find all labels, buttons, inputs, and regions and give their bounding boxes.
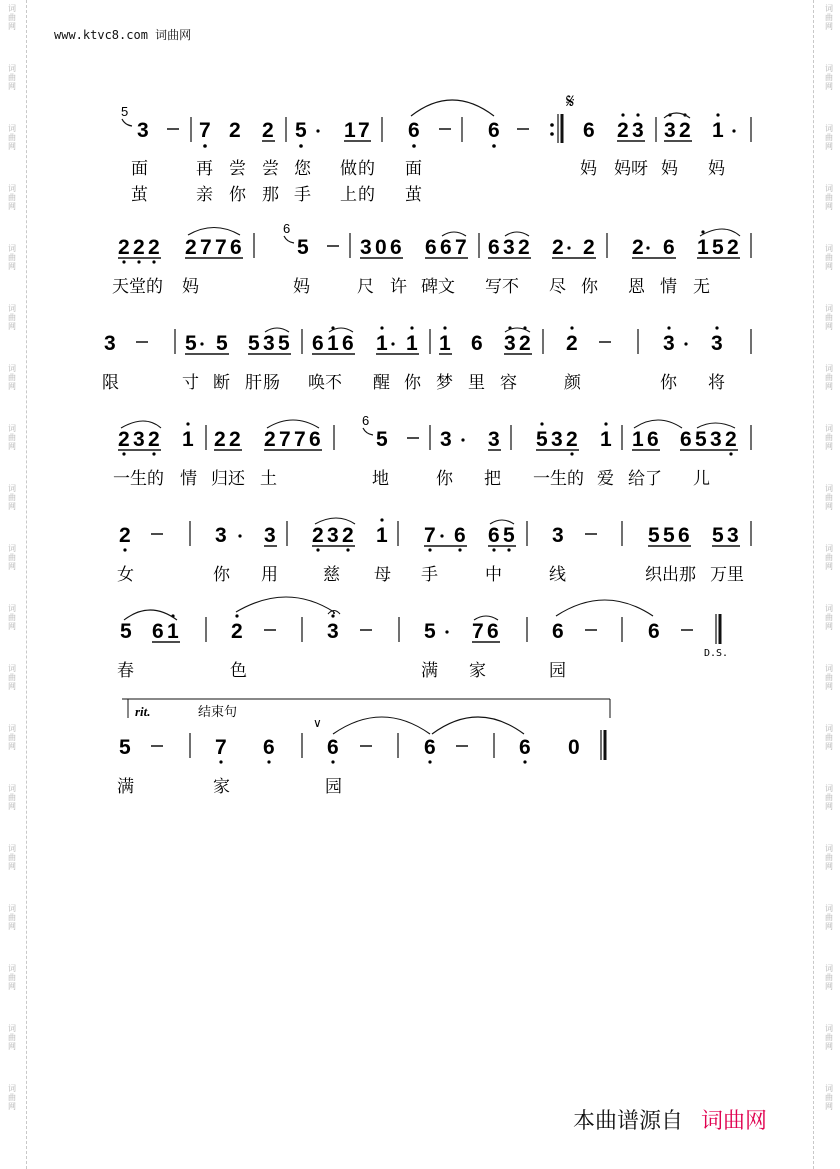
svg-text:3: 3 bbox=[551, 428, 563, 451]
svg-text:3: 3 bbox=[327, 620, 339, 643]
svg-text:7: 7 bbox=[215, 236, 227, 259]
svg-text:2: 2 bbox=[214, 428, 226, 451]
svg-text:文: 文 bbox=[438, 277, 455, 297]
svg-text:6: 6 bbox=[390, 236, 402, 259]
svg-text:6: 6 bbox=[312, 332, 324, 355]
svg-text:园: 园 bbox=[325, 777, 342, 797]
svg-text:6: 6 bbox=[230, 236, 242, 259]
svg-text:3: 3 bbox=[264, 524, 276, 547]
svg-text:一: 一 bbox=[113, 469, 130, 489]
svg-text:了: 了 bbox=[645, 469, 662, 489]
svg-text:你: 你 bbox=[404, 373, 421, 393]
svg-text:7: 7 bbox=[472, 620, 484, 643]
svg-text:土: 土 bbox=[260, 469, 277, 489]
svg-text:3: 3 bbox=[327, 524, 339, 547]
watermark-text: 词 曲 网 bbox=[8, 184, 16, 211]
svg-text:5: 5 bbox=[119, 736, 131, 759]
svg-text:6: 6 bbox=[408, 119, 420, 142]
svg-text:你: 你 bbox=[581, 277, 598, 297]
svg-text:做: 做 bbox=[340, 159, 357, 179]
svg-text:6: 6 bbox=[648, 620, 660, 643]
svg-text:5: 5 bbox=[297, 236, 309, 259]
source-credit bbox=[573, 1104, 767, 1135]
watermark-text: 词 曲 网 bbox=[825, 1084, 833, 1111]
svg-text:7: 7 bbox=[200, 236, 212, 259]
svg-text:3: 3 bbox=[664, 119, 676, 142]
svg-text:5: 5 bbox=[216, 332, 228, 355]
svg-text:5: 5 bbox=[503, 524, 515, 547]
svg-text:5: 5 bbox=[712, 236, 724, 259]
system-1 bbox=[121, 89, 751, 205]
svg-text:3: 3 bbox=[137, 119, 149, 142]
watermark-text: 词 曲 网 bbox=[825, 904, 833, 931]
svg-text:6: 6 bbox=[283, 221, 291, 236]
svg-text:2: 2 bbox=[229, 428, 241, 451]
watermark-text: 词 曲 网 bbox=[8, 4, 16, 31]
svg-text:地: 地 bbox=[372, 469, 389, 489]
watermark-text: 词 曲 网 bbox=[8, 544, 16, 571]
watermark-text: 词 曲 网 bbox=[825, 544, 833, 571]
ending-label: 结束句 bbox=[198, 705, 238, 720]
svg-text:6: 6 bbox=[327, 736, 339, 759]
svg-text:3: 3 bbox=[104, 332, 116, 355]
svg-text:给: 给 bbox=[628, 469, 645, 489]
svg-text:6: 6 bbox=[454, 524, 466, 547]
svg-text:家: 家 bbox=[213, 777, 230, 797]
svg-text:6: 6 bbox=[342, 332, 354, 355]
svg-text:1: 1 bbox=[182, 428, 194, 451]
watermark-text: 词 曲 网 bbox=[825, 1024, 833, 1051]
svg-text:满: 满 bbox=[421, 661, 438, 681]
svg-text:织: 织 bbox=[645, 565, 662, 585]
watermark-text: 词 曲 网 bbox=[8, 844, 16, 871]
svg-text:6: 6 bbox=[362, 413, 370, 428]
svg-text:1: 1 bbox=[376, 332, 388, 355]
watermark-text: 词 曲 网 bbox=[825, 124, 833, 151]
svg-text:妈: 妈 bbox=[580, 159, 597, 179]
svg-text:3: 3 bbox=[263, 332, 275, 355]
svg-text:5: 5 bbox=[663, 524, 675, 547]
svg-text:无: 无 bbox=[693, 277, 710, 297]
svg-text:2: 2 bbox=[119, 524, 131, 547]
svg-text:情: 情 bbox=[180, 469, 197, 489]
svg-text:5: 5 bbox=[185, 332, 197, 355]
svg-text:那: 那 bbox=[679, 565, 696, 585]
svg-text:3: 3 bbox=[552, 524, 564, 547]
svg-text:5: 5 bbox=[278, 332, 290, 355]
watermark-text: 词 曲 网 bbox=[825, 304, 833, 331]
svg-text:一: 一 bbox=[533, 469, 550, 489]
svg-text:5: 5 bbox=[648, 524, 660, 547]
svg-text:3: 3 bbox=[504, 332, 516, 355]
svg-text:1: 1 bbox=[632, 428, 644, 451]
svg-text:唤: 唤 bbox=[308, 373, 325, 393]
svg-text:2: 2 bbox=[583, 236, 595, 259]
watermark-text: 词 曲 网 bbox=[825, 364, 833, 391]
svg-text:生: 生 bbox=[550, 469, 567, 489]
svg-text:3: 3 bbox=[711, 332, 723, 355]
svg-text:6: 6 bbox=[263, 736, 275, 759]
watermark-text: 词 曲 网 bbox=[8, 904, 16, 931]
svg-text:醒: 醒 bbox=[373, 373, 390, 393]
svg-text:肠: 肠 bbox=[263, 373, 280, 393]
svg-text:6: 6 bbox=[471, 332, 483, 355]
svg-text:5: 5 bbox=[695, 428, 707, 451]
watermark-text: 词 曲 网 bbox=[825, 424, 833, 451]
svg-text:6: 6 bbox=[647, 428, 659, 451]
lyric-s1-1: 面 bbox=[131, 159, 148, 179]
svg-text:2: 2 bbox=[118, 236, 130, 259]
svg-text:亲: 亲 bbox=[196, 185, 213, 205]
svg-text:3: 3 bbox=[632, 119, 644, 142]
watermark-text: 词 曲 网 bbox=[8, 244, 16, 271]
svg-text:0: 0 bbox=[568, 736, 580, 759]
svg-text:6: 6 bbox=[309, 428, 321, 451]
svg-text:中: 中 bbox=[485, 565, 502, 585]
svg-text:尽: 尽 bbox=[549, 277, 566, 297]
svg-text:2: 2 bbox=[617, 119, 629, 142]
watermark-text: 词 曲 网 bbox=[8, 664, 16, 691]
watermark-text: 词 曲 网 bbox=[825, 604, 833, 631]
svg-text:里: 里 bbox=[468, 373, 485, 393]
svg-text:2: 2 bbox=[231, 620, 243, 643]
svg-text:1: 1 bbox=[439, 332, 451, 355]
svg-text:限: 限 bbox=[102, 373, 119, 393]
svg-text:呀: 呀 bbox=[631, 159, 648, 179]
svg-text:2: 2 bbox=[264, 428, 276, 451]
svg-text:2: 2 bbox=[566, 332, 578, 355]
svg-text:2: 2 bbox=[566, 428, 578, 451]
watermark-text: 词 曲 网 bbox=[825, 724, 833, 751]
svg-text:恩: 恩 bbox=[628, 277, 645, 297]
watermark-text: 词 曲 网 bbox=[8, 304, 16, 331]
svg-text:面: 面 bbox=[405, 159, 422, 179]
svg-text:2: 2 bbox=[552, 236, 564, 259]
svg-text:万: 万 bbox=[710, 565, 727, 585]
svg-text:颜: 颜 bbox=[564, 373, 581, 393]
watermark-text: 词 曲 网 bbox=[825, 4, 833, 31]
svg-text:2: 2 bbox=[632, 236, 644, 259]
svg-text:6: 6 bbox=[519, 736, 531, 759]
watermark-text: 词 曲 网 bbox=[825, 784, 833, 811]
svg-text:6: 6 bbox=[552, 620, 564, 643]
system-6 bbox=[117, 597, 728, 681]
svg-text:3: 3 bbox=[503, 236, 515, 259]
svg-text:3: 3 bbox=[710, 428, 722, 451]
svg-text:5: 5 bbox=[120, 620, 132, 643]
svg-text:妈: 妈 bbox=[182, 277, 199, 297]
svg-text:2: 2 bbox=[148, 236, 160, 259]
svg-text:3: 3 bbox=[215, 524, 227, 547]
svg-text:用: 用 bbox=[261, 565, 278, 585]
lyric-s1-2: 茧 bbox=[131, 185, 148, 205]
svg-text:5: 5 bbox=[295, 119, 307, 142]
svg-text:归: 归 bbox=[211, 469, 228, 489]
svg-text:线: 线 bbox=[549, 565, 566, 585]
svg-text:5: 5 bbox=[536, 428, 548, 451]
svg-text:断: 断 bbox=[213, 373, 230, 393]
svg-text:把: 把 bbox=[484, 469, 501, 489]
svg-text:妈: 妈 bbox=[293, 277, 310, 297]
svg-text:出: 出 bbox=[662, 565, 679, 585]
svg-text:3: 3 bbox=[663, 332, 675, 355]
svg-text:2: 2 bbox=[342, 524, 354, 547]
watermark-text: 词 曲 网 bbox=[825, 844, 833, 871]
svg-text:5: 5 bbox=[424, 620, 436, 643]
svg-text:您: 您 bbox=[294, 159, 311, 179]
svg-text:尝: 尝 bbox=[262, 159, 279, 179]
system-7 bbox=[117, 699, 610, 797]
svg-text:5: 5 bbox=[376, 428, 388, 451]
svg-text:6: 6 bbox=[583, 119, 595, 142]
svg-text:生: 生 bbox=[130, 469, 147, 489]
svg-text:再: 再 bbox=[196, 159, 213, 179]
system-3 bbox=[102, 326, 751, 393]
svg-text:妈: 妈 bbox=[708, 159, 725, 179]
svg-text:手: 手 bbox=[294, 185, 311, 205]
source-name[interactable]: 词曲网 bbox=[701, 1109, 768, 1134]
svg-text:7: 7 bbox=[424, 524, 436, 547]
ds-marking: D.S. bbox=[704, 648, 729, 659]
svg-text:1: 1 bbox=[167, 620, 179, 643]
svg-text:5: 5 bbox=[248, 332, 260, 355]
watermark-text: 词 曲 网 bbox=[825, 964, 833, 991]
svg-text:2: 2 bbox=[725, 428, 737, 451]
svg-text:6: 6 bbox=[152, 620, 164, 643]
watermark-text: 词 曲 网 bbox=[8, 724, 16, 751]
svg-text:你: 你 bbox=[229, 185, 246, 205]
segno-sign: 𝄋 bbox=[566, 89, 575, 113]
svg-text:2: 2 bbox=[312, 524, 324, 547]
svg-text:2: 2 bbox=[518, 236, 530, 259]
svg-text:6: 6 bbox=[680, 428, 692, 451]
source-label: 本曲谱源自 bbox=[573, 1109, 684, 1134]
svg-text:满: 满 bbox=[117, 777, 134, 797]
svg-text:肝: 肝 bbox=[245, 373, 262, 393]
svg-text:5: 5 bbox=[712, 524, 724, 547]
svg-text:的: 的 bbox=[146, 277, 163, 297]
svg-text:你: 你 bbox=[436, 469, 453, 489]
svg-text:6: 6 bbox=[488, 236, 500, 259]
svg-text:妈: 妈 bbox=[661, 159, 678, 179]
svg-text:7: 7 bbox=[215, 736, 227, 759]
watermark-text: 词 曲 网 bbox=[8, 64, 16, 91]
rit-marking: rit. bbox=[135, 704, 151, 719]
svg-text:你: 你 bbox=[660, 373, 677, 393]
svg-text:家: 家 bbox=[469, 661, 486, 681]
svg-text:2: 2 bbox=[727, 236, 739, 259]
svg-text:2: 2 bbox=[133, 236, 145, 259]
svg-text:7: 7 bbox=[199, 119, 211, 142]
svg-text:0: 0 bbox=[375, 236, 387, 259]
svg-text:将: 将 bbox=[708, 373, 725, 393]
svg-text:里: 里 bbox=[727, 565, 744, 585]
watermark-text: 词 曲 网 bbox=[8, 364, 16, 391]
svg-text:2: 2 bbox=[519, 332, 531, 355]
svg-text:∨: ∨ bbox=[313, 716, 322, 730]
svg-text:3: 3 bbox=[133, 428, 145, 451]
svg-text:3: 3 bbox=[360, 236, 372, 259]
svg-text:2: 2 bbox=[229, 119, 241, 142]
svg-text:茧: 茧 bbox=[405, 185, 422, 205]
svg-text:女: 女 bbox=[117, 565, 134, 585]
watermark-text: 词 曲 网 bbox=[8, 1084, 16, 1111]
system-5 bbox=[117, 518, 751, 585]
watermark-text: 词 曲 网 bbox=[825, 244, 833, 271]
svg-text:6: 6 bbox=[440, 236, 452, 259]
svg-text:的: 的 bbox=[358, 159, 375, 179]
system-4 bbox=[113, 413, 751, 489]
svg-text:慈: 慈 bbox=[323, 565, 340, 585]
svg-text:尺: 尺 bbox=[357, 277, 374, 297]
watermark-text: 词 曲 网 bbox=[8, 484, 16, 511]
svg-text:6: 6 bbox=[488, 524, 500, 547]
svg-text:还: 还 bbox=[228, 469, 245, 489]
svg-text:7: 7 bbox=[294, 428, 306, 451]
svg-text:手: 手 bbox=[421, 565, 438, 585]
svg-text:儿: 儿 bbox=[693, 469, 710, 489]
svg-text:6: 6 bbox=[678, 524, 690, 547]
svg-text:2: 2 bbox=[118, 428, 130, 451]
watermark-text: 词 曲 网 bbox=[8, 784, 16, 811]
svg-text:1: 1 bbox=[697, 236, 709, 259]
svg-text:妈: 妈 bbox=[614, 159, 631, 179]
svg-text:1: 1 bbox=[344, 119, 356, 142]
svg-text:堂: 堂 bbox=[129, 277, 146, 297]
svg-text:园: 园 bbox=[549, 661, 566, 681]
watermark-text: 词 曲 网 bbox=[8, 424, 16, 451]
svg-text:6: 6 bbox=[424, 736, 436, 759]
svg-text:6: 6 bbox=[425, 236, 437, 259]
watermark-text: 词 曲 网 bbox=[8, 964, 16, 991]
svg-text:尝: 尝 bbox=[229, 159, 246, 179]
svg-text:1: 1 bbox=[406, 332, 418, 355]
watermark-text: 词 曲 网 bbox=[8, 604, 16, 631]
system-2 bbox=[112, 221, 751, 297]
svg-text:碑: 碑 bbox=[421, 277, 438, 297]
svg-text:梦: 梦 bbox=[436, 373, 453, 393]
svg-text:2: 2 bbox=[262, 119, 274, 142]
svg-text:色: 色 bbox=[230, 661, 247, 681]
svg-text:的: 的 bbox=[358, 185, 375, 205]
svg-text:天: 天 bbox=[112, 277, 129, 297]
svg-text:不: 不 bbox=[502, 277, 519, 297]
svg-text:写: 写 bbox=[485, 277, 502, 297]
svg-text:上: 上 bbox=[340, 185, 357, 205]
watermark-text: 词 曲 网 bbox=[825, 64, 833, 91]
svg-text:1: 1 bbox=[712, 119, 724, 142]
svg-text:1: 1 bbox=[327, 332, 339, 355]
site-url[interactable]: www.ktvc8.com bbox=[54, 28, 148, 42]
svg-text:许: 许 bbox=[390, 277, 407, 297]
svg-text:那: 那 bbox=[262, 185, 279, 205]
site-name[interactable]: 词曲网 bbox=[155, 28, 192, 42]
svg-text:3: 3 bbox=[488, 428, 500, 451]
svg-text:容: 容 bbox=[500, 373, 517, 393]
svg-text:6: 6 bbox=[487, 620, 499, 643]
svg-text:的: 的 bbox=[567, 469, 584, 489]
svg-text:2: 2 bbox=[679, 119, 691, 142]
svg-text:春: 春 bbox=[117, 661, 134, 681]
svg-text:你: 你 bbox=[213, 565, 230, 585]
watermark-text: 词 曲 网 bbox=[8, 1024, 16, 1051]
svg-text:寸: 寸 bbox=[182, 373, 199, 393]
svg-text:3: 3 bbox=[440, 428, 452, 451]
svg-text:7: 7 bbox=[358, 119, 370, 142]
svg-text:7: 7 bbox=[279, 428, 291, 451]
svg-text:2: 2 bbox=[148, 428, 160, 451]
svg-text:1: 1 bbox=[376, 524, 388, 547]
svg-text:的: 的 bbox=[147, 469, 164, 489]
svg-text:母: 母 bbox=[374, 565, 391, 585]
svg-text:7: 7 bbox=[455, 236, 467, 259]
svg-text:3: 3 bbox=[727, 524, 739, 547]
watermark-text: 词 曲 网 bbox=[825, 184, 833, 211]
svg-text:6: 6 bbox=[663, 236, 675, 259]
svg-text:1: 1 bbox=[600, 428, 612, 451]
svg-text:情: 情 bbox=[660, 277, 677, 297]
svg-text:爱: 爱 bbox=[597, 469, 614, 489]
svg-text:2: 2 bbox=[185, 236, 197, 259]
svg-text:6: 6 bbox=[488, 119, 500, 142]
watermark-text: 词 曲 网 bbox=[825, 484, 833, 511]
watermark-text: 词 曲 网 bbox=[825, 664, 833, 691]
svg-text:不: 不 bbox=[325, 373, 342, 393]
watermark-text: 词 曲 网 bbox=[8, 124, 16, 151]
grace-note: 5 bbox=[121, 104, 129, 119]
